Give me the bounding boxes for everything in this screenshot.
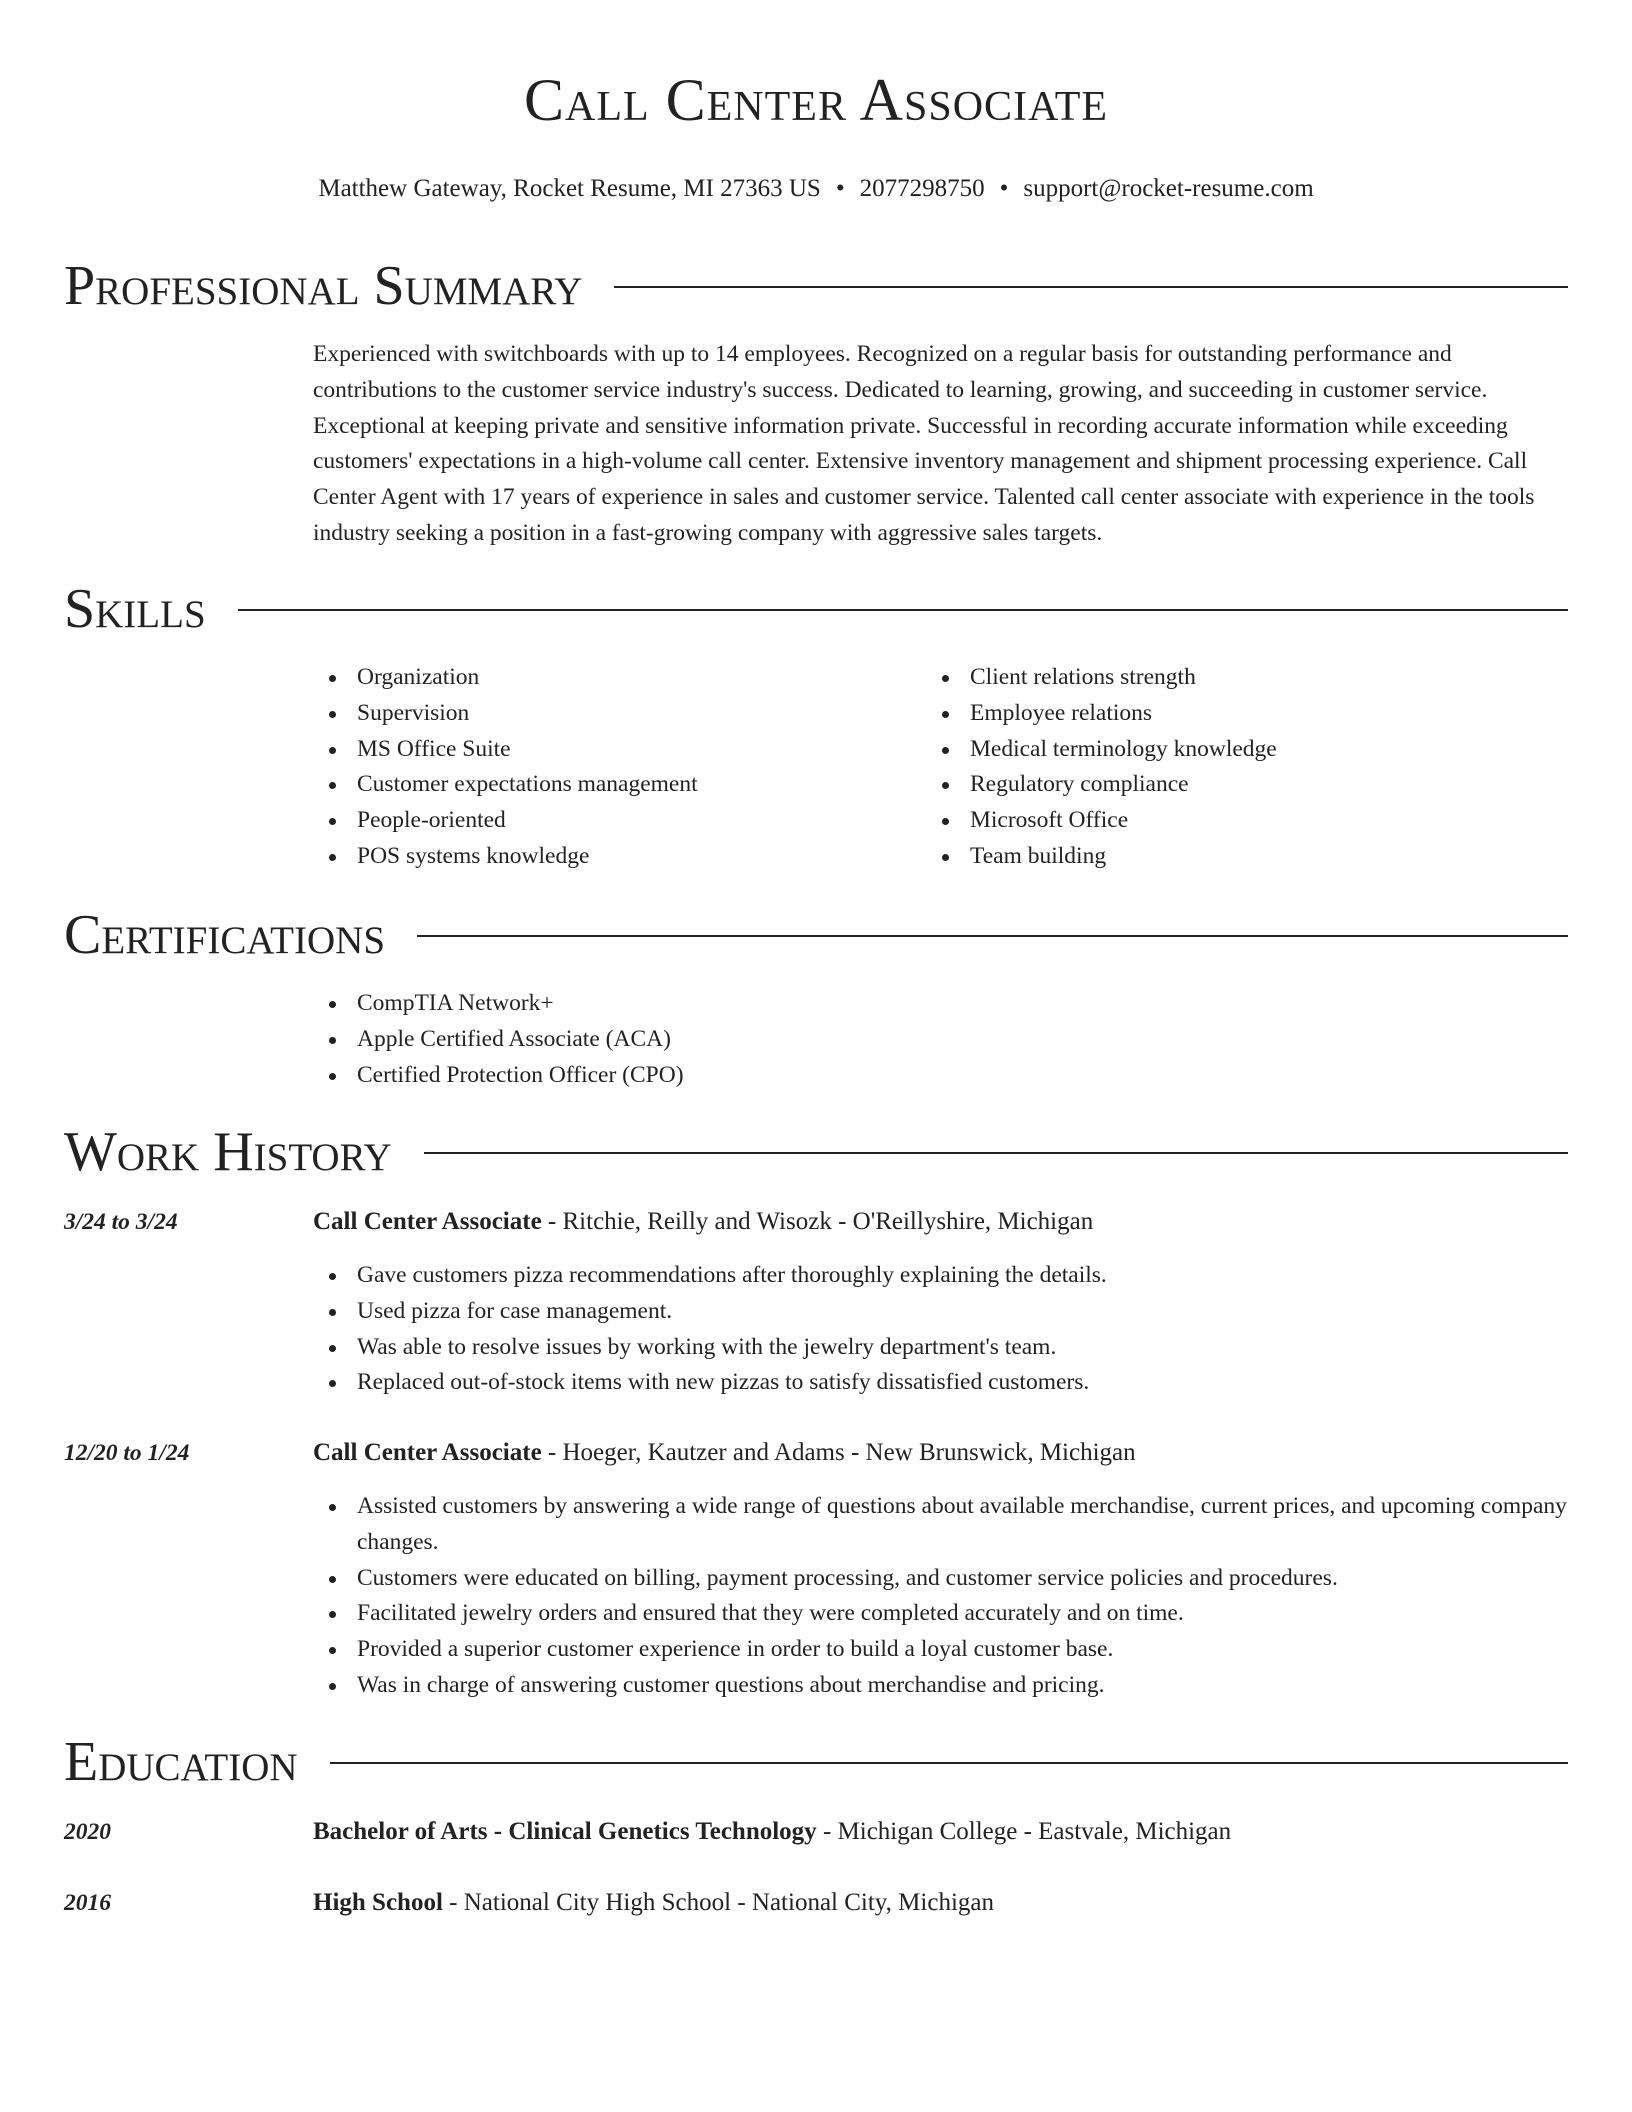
job-dates: 12/20 to 1/24 xyxy=(64,1440,190,1466)
section-header-education xyxy=(64,1727,1568,1797)
skill-item: Medical terminology knowledge xyxy=(926,732,1566,768)
contact-address: Matthew Gateway, Rocket Resume, MI 27363 US xyxy=(318,175,821,202)
resume-title: Call Center Associate xyxy=(523,67,1109,133)
section-header-summary xyxy=(64,251,1568,321)
job-duty: Gave customers pizza recommendations after thoroughly explaining the details. xyxy=(313,1258,1568,1294)
job-employer: - Ritchie, Reilly and Wisozk - O'Reillyshire, Michigan xyxy=(541,1208,1094,1235)
job-heading xyxy=(313,1435,1568,1471)
section-title-skills: Skills xyxy=(64,578,206,640)
job-duty: Assisted customers by answering a wide range of questions about available merchandise, current prices, and upcoming company changes. xyxy=(313,1489,1568,1561)
section-divider xyxy=(614,286,1568,288)
education-year: 2020 xyxy=(64,1819,111,1845)
section-divider xyxy=(238,609,1568,611)
section-header-skills xyxy=(64,574,1568,644)
skill-item: Supervision xyxy=(313,696,913,732)
skills-list-left xyxy=(313,660,913,875)
certification-item: Apple Certified Associate (ACA) xyxy=(313,1022,684,1058)
section-divider xyxy=(424,1152,1568,1154)
certification-item: Certified Protection Officer (CPO) xyxy=(313,1058,684,1094)
contact-separator: • xyxy=(999,175,1009,202)
job-duty: Used pizza for case management. xyxy=(313,1294,1568,1330)
skill-item: Customer expectations management xyxy=(313,767,913,803)
summary-text: Experienced with switchboards with up to 14 employees. Recognized on a regular basis for outstanding performance and contributions to the customer service industry's success. Dedicated to learning, growing, and succeeding in customer service. Exceptional at keeping private and sensitive information private. Successful in recording accurate information while exceeding customers' expectations in a high-volume call center. Extensive inventory management and shipment processing experience. Call Center Agent with 17 years of experience in sales and customer service. Talented call center associate with experience in the tools industry seeking a position in a fast-growing company with aggressive sales targets. xyxy=(313,341,1535,546)
skill-item: POS systems knowledge xyxy=(313,839,913,875)
skill-item: Regulatory compliance xyxy=(926,767,1566,803)
job-duty: Customers were educated on billing, payment processing, and customer service policies and procedures. xyxy=(313,1561,1568,1597)
contact-email: support@rocket-resume.com xyxy=(1023,175,1314,202)
education-entry xyxy=(313,1885,1568,1921)
certification-item: CompTIA Network+ xyxy=(313,986,684,1022)
job-dates: 3/24 to 3/24 xyxy=(64,1209,178,1235)
section-header-certifications xyxy=(64,900,1568,970)
skill-item: Client relations strength xyxy=(926,660,1566,696)
education-school: - Michigan College - Eastvale, Michigan xyxy=(816,1818,1232,1845)
job-duty: Was in charge of answering customer questions about merchandise and pricing. xyxy=(313,1668,1568,1704)
contact-phone: 2077298750 xyxy=(859,175,985,202)
job-title: Call Center Associate xyxy=(313,1208,542,1235)
certifications-list xyxy=(313,986,684,1093)
skill-item: Microsoft Office xyxy=(926,803,1566,839)
education-degree: High School xyxy=(313,1889,443,1916)
education-degree: Bachelor of Arts - Clinical Genetics Technology xyxy=(313,1818,817,1845)
section-divider xyxy=(330,1762,1568,1764)
section-divider xyxy=(417,935,1568,937)
section-title-work-history: Work History xyxy=(64,1121,392,1183)
section-title-certifications: Certifications xyxy=(64,904,386,966)
education-year: 2016 xyxy=(64,1890,111,1916)
skills-list-right xyxy=(926,660,1566,875)
job-duties-list xyxy=(313,1489,1568,1704)
skill-item: People-oriented xyxy=(313,803,913,839)
skill-item: Team building xyxy=(926,839,1566,875)
job-heading xyxy=(313,1204,1568,1240)
job-duty: Facilitated jewelry orders and ensured that they were completed accurately and on time. xyxy=(313,1596,1568,1632)
job-duty: Provided a superior customer experience in order to build a loyal customer base. xyxy=(313,1632,1568,1668)
skill-item: MS Office Suite xyxy=(313,732,913,768)
job-duty: Was able to resolve issues by working with the jewelry department's team. xyxy=(313,1330,1568,1366)
education-entry xyxy=(313,1814,1568,1850)
section-header-work-history xyxy=(64,1117,1568,1187)
education-school: - National City High School - National City, Michigan xyxy=(442,1889,994,1916)
contact-line xyxy=(0,172,1632,206)
section-title-education: Education xyxy=(64,1731,298,1793)
job-duty: Replaced out-of-stock items with new pizzas to satisfy dissatisfied customers. xyxy=(313,1365,1568,1401)
section-title-summary: Professional Summary xyxy=(64,255,583,317)
skill-item: Employee relations xyxy=(926,696,1566,732)
contact-separator: • xyxy=(835,175,845,202)
job-duties-list xyxy=(313,1258,1568,1401)
skill-item: Organization xyxy=(313,660,913,696)
job-employer: - Hoeger, Kautzer and Adams - New Brunswick, Michigan xyxy=(541,1439,1136,1466)
job-title: Call Center Associate xyxy=(313,1439,542,1466)
